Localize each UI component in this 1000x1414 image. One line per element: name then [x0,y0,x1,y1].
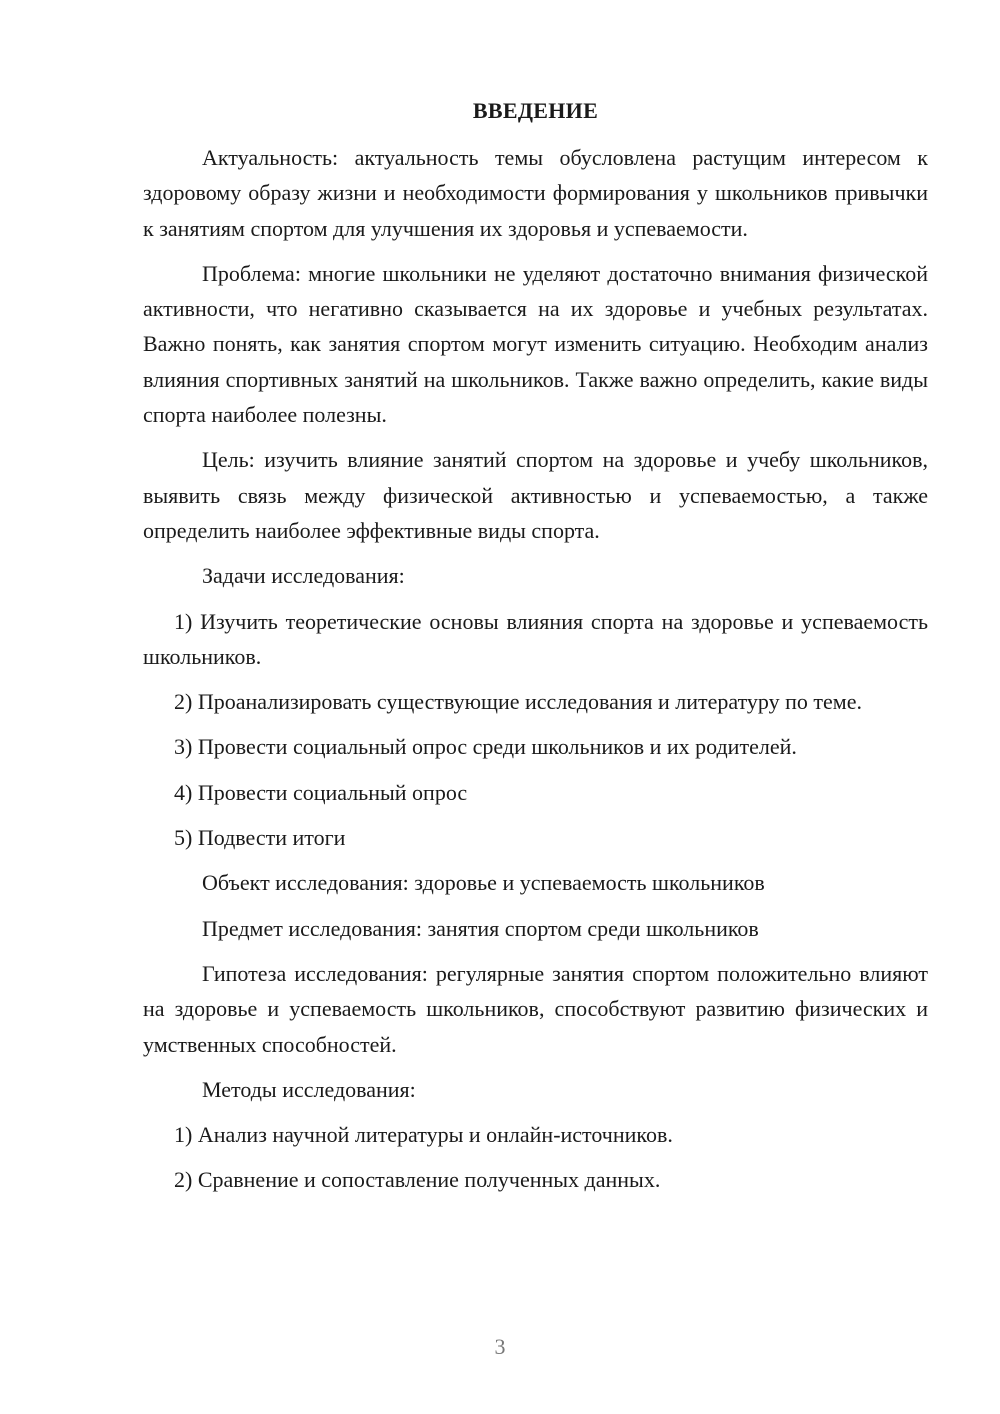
method-item: 2) Сравнение и сопоставление полученных данных. [174,1167,661,1193]
method-item: 1) Анализ научной литературы и онлайн-источников. [174,1122,673,1148]
paragraph-goal: Цель: изучить влияние занятий спортом на здоровье и учебу школьников, выявить связь между физической активностью и успеваемостью, а также определить наиболее эффективные виды спорта. [143,447,928,543]
tasks-heading: Задачи исследования: [202,563,405,589]
task-item: 2) Проанализировать существующие исследования и литературу по теме. [174,689,862,715]
methods-heading: Методы исследования: [202,1076,416,1102]
paragraph-problem: Проблема: многие школьники не уделяют достаточно внимания физической активности, что негативно сказывается на их здоровье и учебных результатах. Важно понять, как занятия спортом могут изменить ситуацию. Необходим анализ влияния спортивных занятий на школьников. Также важно определить, какие виды спорта наиболее полезны. [143,260,928,428]
page-content [143,96,928,1208]
paragraph-actuality: Актуальность: актуальность темы обусловлена растущим интересом к здоровому образу жизни и необходимости формирования у школьников привычки к занятиям спортом для улучшения их здоровья и успеваемости. [143,145,928,241]
paragraph-hypothesis: Гипотеза исследования: регулярные занятия спортом положительно влияют на здоровье и успеваемость школьников, способствуют развитию физических и умственных способностей. [143,960,928,1057]
paragraph-object: Объект исследования: здоровье и успеваемость школьников [202,870,765,896]
section-title: ВВЕДЕНИЕ [472,98,599,123]
task-item: 5) Подвести итоги [174,825,346,851]
page-number: 3 [494,1334,506,1359]
paragraph-subject: Предмет исследования: занятия спортом среди школьников [202,915,759,941]
task-item: 4) Провести социальный опрос [174,779,468,805]
task-item: 3) Провести социальный опрос среди школьников и их родителей. [174,734,797,760]
task-item: 1) Изучить теоретические основы влияния спорта на здоровье и успеваемость школьников. [143,608,928,669]
